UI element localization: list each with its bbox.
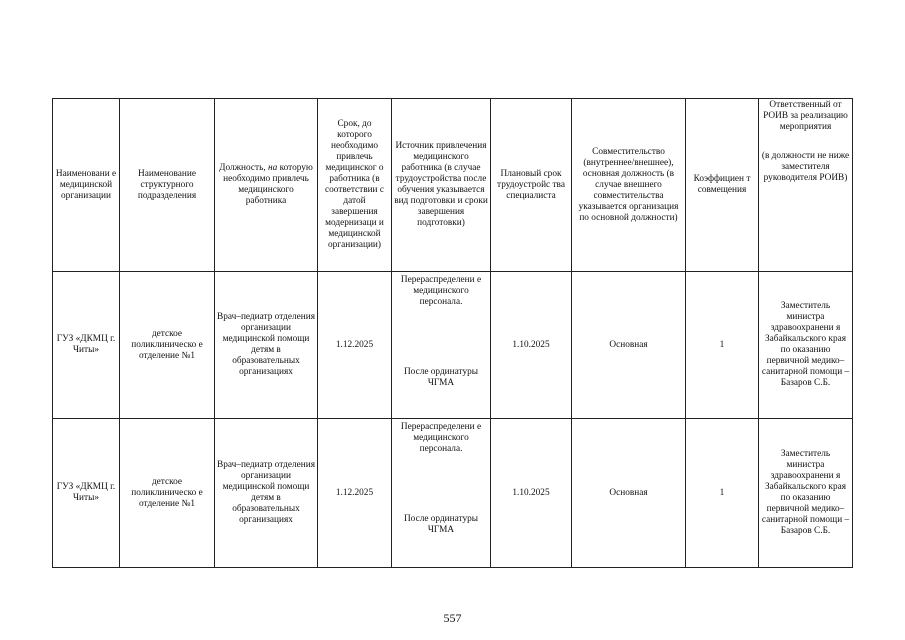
cell-plan: 1.10.2025 — [491, 272, 572, 419]
header-coef: Коэффициен т совмещения — [686, 99, 759, 272]
cell-unit: детское поликлиническо е отделение №1 — [120, 272, 215, 419]
cell-unit: детское поликлиническо е отделение №1 — [120, 419, 215, 568]
header-deadline: Срок, до которого необходимо привлечь медицинског о работника (в соответствии с датой завершения модернизаци и медицинской организации) — [318, 99, 392, 272]
cell-responsible: Заместитель министра здравоохранени я Забайкальского края по оказанию первичной медико–санитарной помощи – Базаров С.Б. — [759, 272, 853, 419]
header-position-text-b: на — [268, 163, 278, 173]
cell-source-text-1: Перераспределени е медицинского персонала. — [400, 422, 482, 454]
header-responsible-text-2: (в должности не ниже заместителя руководителя РОИВ) — [761, 151, 850, 183]
header-responsible — [759, 99, 853, 272]
staffing-table — [52, 98, 853, 568]
cell-source — [392, 419, 491, 568]
cell-position: Врач–педиатр отделения организации медицинской помощи детям в образовательных организациях — [215, 272, 318, 419]
cell-org: ГУЗ «ДКМЦ г. Читы» — [53, 272, 120, 419]
header-plan: Плановый срок трудоустройс тва специалиста — [491, 99, 572, 272]
cell-deadline: 1.12.2025 — [318, 272, 392, 419]
cell-coef: 1 — [686, 272, 759, 419]
cell-combo: Основная — [572, 419, 686, 568]
cell-source — [392, 272, 491, 419]
header-source: Источник привлечения медицинского работника (в случае трудоустройства после обучения указывается вид подготовки и сроки завершения подготовки) — [392, 99, 491, 272]
header-responsible-text-1: Ответственный от РОИВ за реализацию мероприятия — [763, 100, 848, 132]
cell-org: ГУЗ «ДКМЦ г. Читы» — [53, 419, 120, 568]
cell-position: Врач–педиатр отделения организации медицинской помощи детям в образовательных организациях — [215, 419, 318, 568]
header-combo: Совместительство (внутреннее/внешнее), основная должность (в случае внешнего совместительства указывается организация по основной должности) — [572, 99, 686, 272]
cell-source-text-1: Перераспределени е медицинского персонала. — [400, 275, 482, 307]
header-position — [215, 99, 318, 272]
cell-source-text-2: После ординатуры ЧГМА — [403, 514, 479, 535]
header-position-text-a: Должность, — [219, 163, 268, 173]
table-row — [53, 272, 853, 419]
cell-coef: 1 — [686, 419, 759, 568]
table-row — [53, 419, 853, 568]
cell-combo: Основная — [572, 272, 686, 419]
cell-responsible: Заместитель министра здравоохранени я Забайкальского края по оказанию первичной медико–санитарной помощи – Базаров С.Б. — [759, 419, 853, 568]
header-org: Наименовани е медицинской организации — [53, 99, 120, 272]
cell-deadline: 1.12.2025 — [318, 419, 392, 568]
header-unit: Наименование структурного подразделения — [120, 99, 215, 272]
cell-source-text-2: После ординатуры ЧГМА — [403, 367, 479, 388]
cell-plan: 1.10.2025 — [491, 419, 572, 568]
header-row — [53, 99, 853, 272]
header-position-text-c: которую необходимо привлечь медицинского работника — [223, 163, 313, 206]
page-number: 557 — [443, 611, 462, 625]
